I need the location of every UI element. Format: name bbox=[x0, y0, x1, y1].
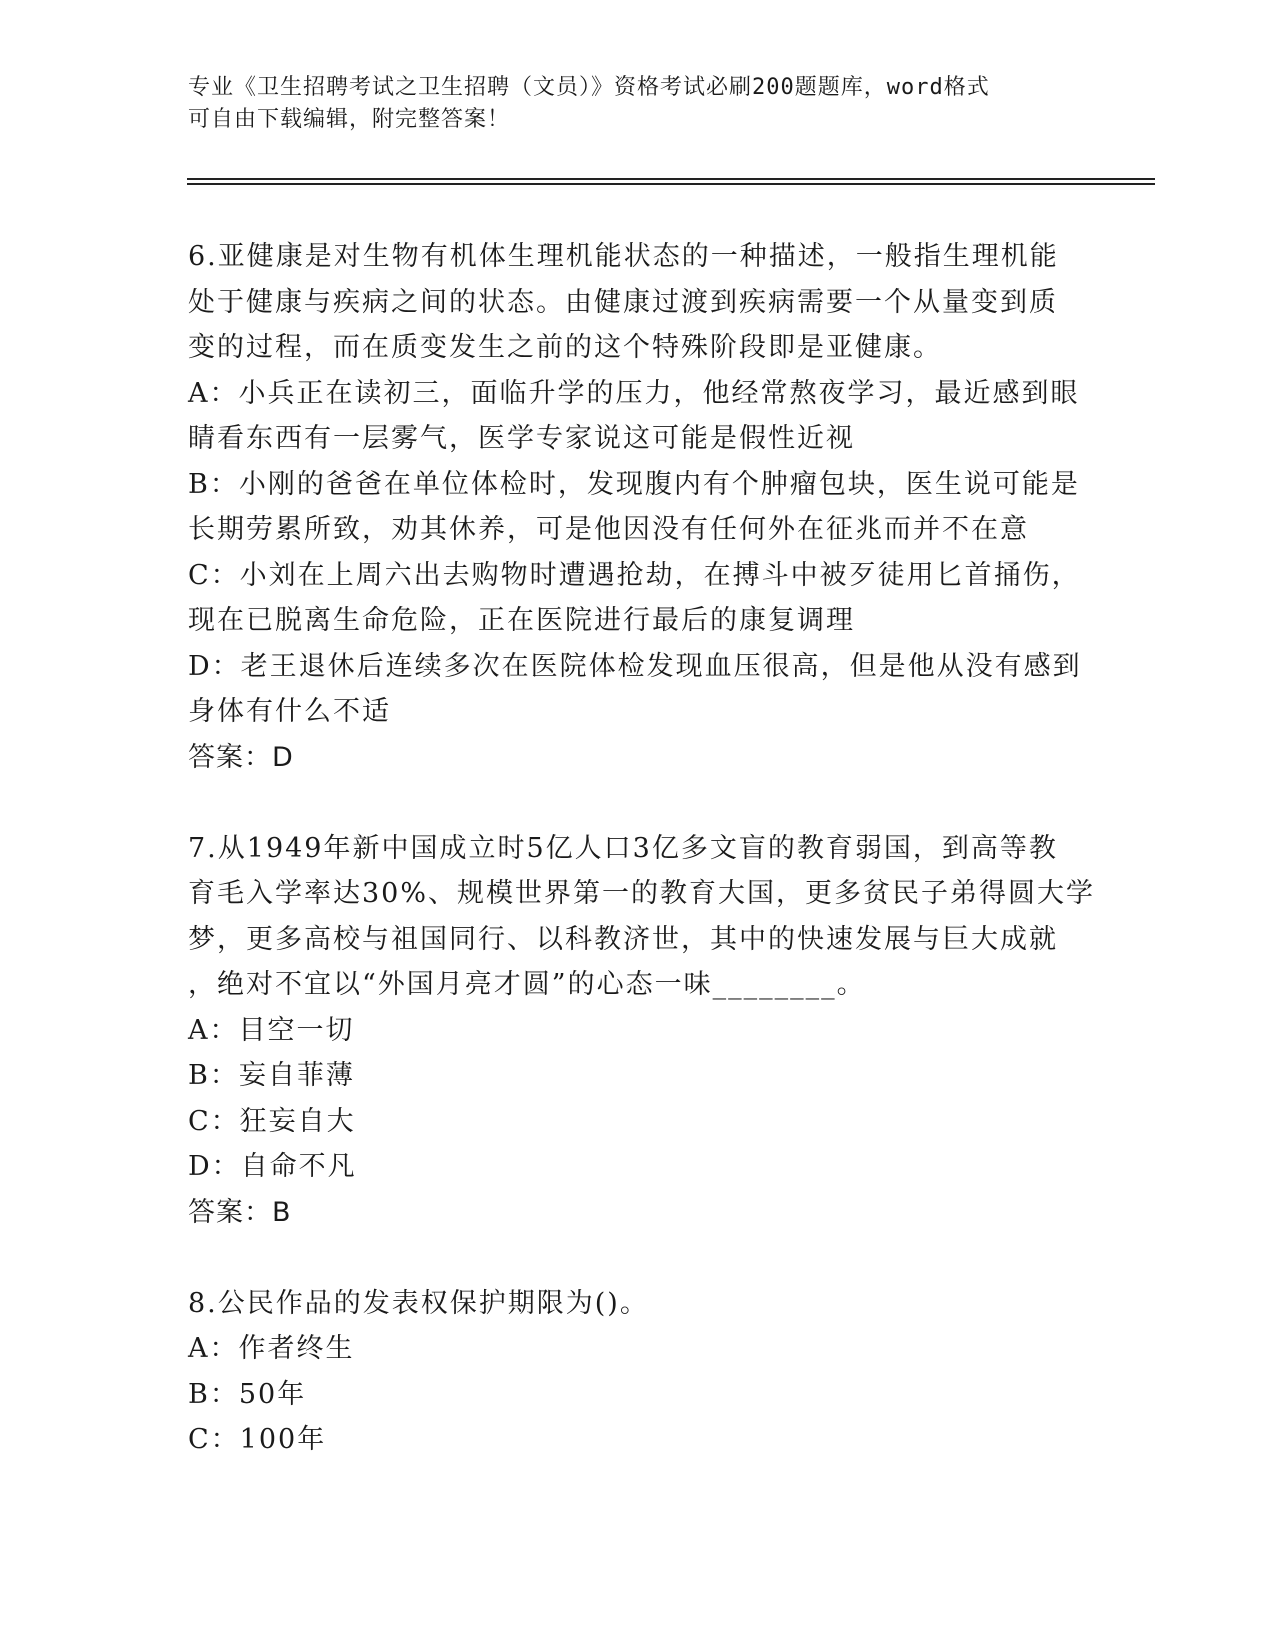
question-list bbox=[188, 234, 1096, 1463]
answer-label: 答案：B bbox=[188, 1196, 292, 1228]
question-7 bbox=[188, 826, 1096, 1236]
option-a-line: 睛看东西有一层雾气，医学专家说这可能是假性近视 bbox=[188, 423, 855, 454]
question-stem-line: 变的过程，而在质变发生之前的这个特殊阶段即是亚健康。 bbox=[188, 332, 942, 363]
header-divider-bottom bbox=[187, 183, 1155, 185]
option-b-line: B：妄自菲薄 bbox=[188, 1060, 355, 1091]
question-stem-line: 梦，更多高校与祖国同行、以科教济世，其中的快速发展与巨大成就 bbox=[188, 923, 1058, 955]
option-c-line: C：狂妄自大 bbox=[188, 1105, 356, 1137]
option-c-line: C：小刘在上周六出去购物时遭遇抢劫，在搏斗中被歹徒用匕首捅伤， bbox=[188, 559, 1081, 591]
header-line-1: 专业《卫生招聘考试之卫生招聘（文员）》资格考试必刷200题题库，word格式 bbox=[188, 75, 990, 100]
question-stem-line: 8.公民作品的发表权保护期限为()。 bbox=[188, 1287, 649, 1319]
question-stem-line: 6.亚健康是对生物有机体生理机能状态的一种描述，一般指生理机能 bbox=[188, 241, 1059, 272]
option-c-line: C：100年 bbox=[188, 1424, 327, 1455]
answer-label: 答案：D bbox=[188, 741, 294, 773]
option-b-line: 长期劳累所致，劝其休养，可是他因没有任何外在征兆而并不在意 bbox=[188, 514, 1029, 545]
option-a-line: A：目空一切 bbox=[188, 1014, 355, 1046]
question-spacer bbox=[188, 1235, 1088, 1281]
header-divider-top bbox=[187, 178, 1155, 180]
document-header bbox=[188, 72, 1068, 136]
option-d-line: D：老王退休后连续多次在医院体检发现血压很高，但是他从没有感到 bbox=[188, 650, 1082, 682]
option-b-line: B：50年 bbox=[188, 1378, 307, 1410]
option-d-line: 身体有什么不适 bbox=[188, 696, 391, 727]
option-a-line: A：作者终生 bbox=[188, 1333, 355, 1364]
option-d-line: D：自命不凡 bbox=[188, 1151, 357, 1182]
option-c-line: 现在已脱离生命危险，正在医院进行最后的康复调理 bbox=[188, 605, 855, 636]
question-8 bbox=[188, 1281, 1088, 1463]
question-stem-line: ，绝对不宜以“外国月亮才圆”的心态一味________。 bbox=[188, 969, 866, 1000]
option-a-line: A：小兵正在读初三，面临升学的压力，他经常熬夜学习，最近感到眼 bbox=[188, 377, 1080, 409]
question-spacer bbox=[188, 780, 1088, 826]
question-stem-line: 育毛入学率达30%、规模世界第一的教育大国，更多贫民子弟得圆大学 bbox=[188, 878, 1096, 909]
question-stem-line: 处于健康与疾病之间的状态。由健康过渡到疾病需要一个从量变到质 bbox=[188, 286, 1058, 318]
question-6 bbox=[188, 234, 1088, 780]
header-line-2: 可自由下载编辑，附完整答案！ bbox=[188, 107, 511, 132]
option-b-line: B：小刚的爸爸在单位体检时，发现腹内有个肿瘤包块，医生说可能是 bbox=[188, 468, 1080, 500]
question-stem-line: 7.从1949年新中国成立时5亿人口3亿多文盲的教育弱国，到高等教 bbox=[188, 832, 1058, 864]
